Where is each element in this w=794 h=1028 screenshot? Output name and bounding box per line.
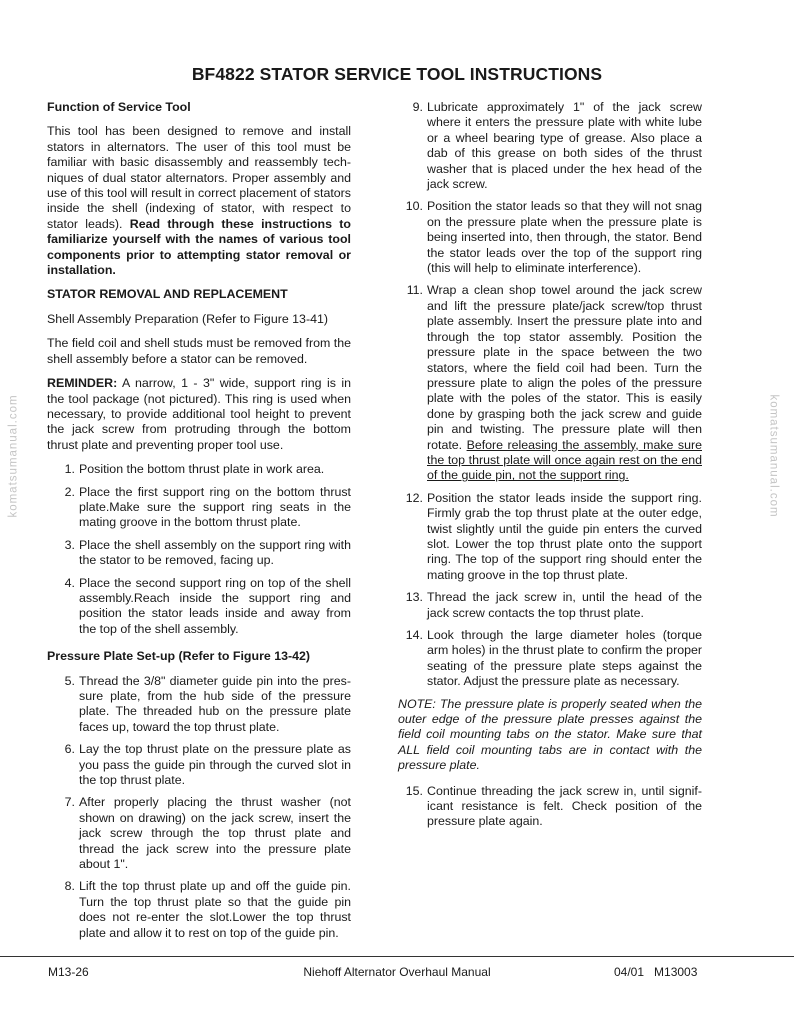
step-number: 2. [64, 484, 75, 499]
step-text: Lift the top thrust plate up and off the guide pin. Turn the top thrust plate so that the guide pin does not re-enter the slot.Lower the top thrust plate and allow it to rest on top of the guide pin. [79, 879, 351, 940]
step-text: Position the stator leads so that they will not snag on the pressure plate when the pressure plate is being inserted into, then through, the stator. Bend the stator leads over the top of the support ring (this will help to eliminate interference). [427, 199, 702, 276]
function-paragraph [47, 124, 351, 278]
reminder-paragraph [47, 376, 351, 453]
list-item [398, 283, 702, 483]
list-item [47, 674, 351, 736]
step-text: Continue threading the jack screw in, until significant resistance is felt. Check position of the pressure plate again. [427, 783, 702, 829]
list-item [47, 576, 351, 638]
step-text: Lubricate approximately 1" of the jack screw where it enters the pressure plate with white lube or a wheel bearing type of grease. Also place a dab of this grease on both sides of the thrust washer that is placed under the hex head of the jack screw. [427, 100, 702, 192]
step-number: 11. [406, 283, 423, 298]
step-number: 1. [64, 462, 75, 477]
removal-heading: STATOR REMOVAL AND REPLACEMENT [47, 287, 288, 302]
step-text: Position the bottom thrust plate in work area. [79, 462, 325, 477]
footer-page-number: M13-26 [48, 965, 89, 979]
step-number: 9. [412, 100, 423, 114]
step-number: 7. [64, 795, 75, 810]
function-bold-text: Read through these instructions to familiarize yourself with the names of various tool components prior to attempting stator removal or installation. [47, 216, 351, 278]
step-number: 8. [64, 879, 75, 894]
list-item [398, 784, 702, 830]
list-item [398, 590, 702, 621]
list-item [398, 199, 702, 276]
left-column [47, 100, 351, 948]
steps-list-c [398, 100, 702, 690]
function-text: This tool has been designed to remove and install stators in alternators. The user of this tool must be familiar with basic disassembly and reassembly techniques of dual stator alternators. Proper assembly and use of this tool will result in correct placement of stators inside the shell (indexing of stator, with respect to stator leads). [47, 124, 351, 231]
step-number: 13. [405, 590, 423, 605]
step-text: Position the stator leads inside the support ring. Firmly grab the top thrust plate at the outer edge, twist slightly until the guide pin enters the curved slot. Lower the top thrust plate onto the support ring. The top of the support ring should enter the mating groove in the top thrust plate. [427, 490, 702, 582]
list-item [47, 485, 351, 531]
step-number: 5. [64, 673, 75, 688]
note-paragraph: NOTE: The pressure plate is properly seated when the outer edge of the pressure plate presses against the field coil mounting tabs on the stator. Make sure that ALL field coil mounting tabs are in contact with the pressure plate. [398, 696, 702, 773]
right-column [398, 100, 702, 837]
step-number: 4. [64, 575, 75, 590]
step-number: 3. [64, 537, 75, 552]
list-item [47, 795, 351, 872]
footer-divider [0, 956, 794, 957]
function-heading: Function of Service Tool [47, 100, 191, 114]
step-text: After properly placing the thrust washer (not shown on drawing) on the jack screw, insert the jack screw through the top thrust plate and thread the jack screw into the pressure plate about 1". [79, 795, 351, 872]
list-item [47, 538, 351, 569]
step-text: Thread the 3/8" diameter guide pin into the pressure plate, from the hub side of the pressure plate. The threaded hub on the pressure plate faces up, toward the top thrust plate. [79, 673, 351, 734]
step-number: 12. [405, 490, 423, 505]
shell-prep-subheading: Shell Assembly Preparation (Refer to Figure 13-41) [47, 311, 328, 326]
list-item [47, 462, 351, 477]
step-number: 15. [405, 783, 423, 798]
step-text: Lay the top thrust plate on the pressure plate as you pass the guide pin through the curved slot in the top thrust plate. [79, 742, 351, 788]
list-item [47, 879, 351, 941]
watermark-left: komatsumanual.com [7, 394, 20, 518]
steps-list-b [47, 674, 351, 942]
list-item [398, 100, 702, 192]
step-underlined-text: Before releasing the assembly, make sure the top thrust plate will once again rest on the end of the guide pin, not the support ring. [427, 437, 702, 483]
watermark-right: komatsumanual.com [767, 394, 780, 518]
page-title: BF4822 STATOR SERVICE TOOL INSTRUCTIONS [191, 64, 603, 84]
list-item [47, 742, 351, 788]
steps-list-a [47, 462, 351, 637]
pressure-heading: Pressure Plate Set-up (Refer to Figure 13-42) [47, 649, 311, 664]
steps-list-d [398, 784, 702, 830]
step-text: Place the shell assembly on the support ring with the stator to be removed, facing up. [79, 537, 351, 568]
step-text: Place the second support ring on top of the shell assembly.Reach inside the support ring and position the stator leads inside and away from the top of the shell assembly. [79, 575, 351, 636]
step-number: 6. [64, 742, 75, 757]
footer-doc-code: 04/01 M13003 [614, 965, 698, 979]
step-number: 10. [405, 199, 423, 214]
list-item [398, 628, 702, 690]
reminder-label: REMINDER: [47, 376, 118, 391]
footer-manual-title: Niehoff Alternator Overhaul Manual [303, 965, 491, 979]
step-text: Look through the large diameter holes (torque arm holes) in the thrust plate to confirm the proper seating of the pressure plate steps against the stator. Adjust the pressure plate as necessary. [427, 628, 702, 689]
step-text: Place the first support ring on the bottom thrust plate.Make sure the support ring seats in the mating groove in the bottom thrust plate. [79, 484, 351, 530]
step-number: 14. [405, 628, 423, 642]
list-item [398, 491, 702, 583]
shell-paragraph: The field coil and shell studs must be removed from the shell assembly before a stator can be removed. [47, 336, 351, 366]
reminder-text: A narrow, 1 - 3" wide, support ring is in the tool package (not pictured). This ring is used when necessary, to provide additional tool height to prevent the jack screw from protruding through the bottom thrust plate and preventing proper tool use. [47, 376, 351, 452]
step-text: Thread the jack screw in, until the head of the jack screw contacts the top thrust plate. [427, 590, 702, 620]
step-text: Wrap a clean shop towel around the jack screw and lift the pressure plate/jack screw/top thrust plate assembly. Insert the pressure plate into and through the top stator assembly. Position the pressure plate in the space between the two stators, where the field coil had been. Turn the pressure plate to align the poles of the pressure plate with the poles of the stator. This is easily done by grasping both the jack screw and guide pin and twisting. The pressure plate will then rotate. [427, 283, 702, 452]
